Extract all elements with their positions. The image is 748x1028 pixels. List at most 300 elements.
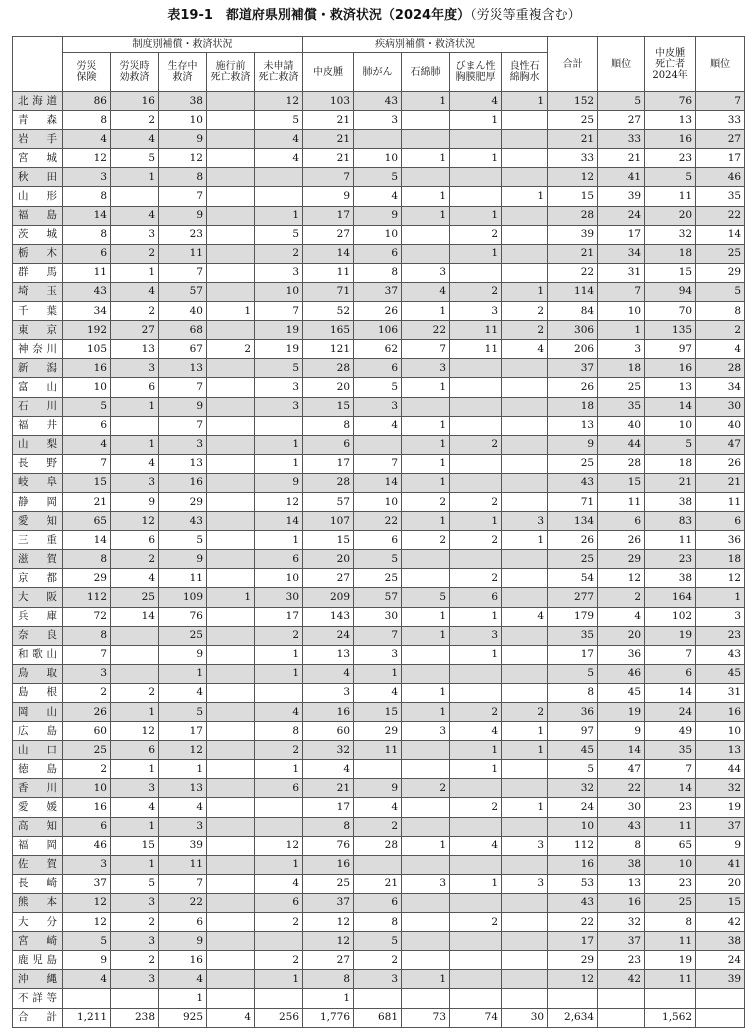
value-cell [402,817,450,836]
value-cell: 25 [645,893,696,912]
value-cell: 4 [502,607,548,626]
value-cell [502,454,548,473]
value-cell: 107 [303,512,354,531]
prefecture-cell: 新 潟 [13,359,63,378]
value-cell [402,913,450,932]
header-label: 生存中 [167,61,198,72]
table-row [13,263,745,282]
value-cell [450,263,502,282]
value-cell: 34 [63,302,111,321]
value-cell: 5 [63,397,111,416]
value-cell: 9 [159,397,207,416]
value-cell: 3 [354,397,402,416]
value-cell: 15 [111,836,159,855]
header-label: 胸膜肥厚 [455,72,496,83]
value-cell [450,893,502,912]
value-cell: 277 [548,588,598,607]
value-cell: 3 [111,932,159,951]
value-cell: 2 [111,683,159,702]
value-cell: 8 [63,187,111,206]
value-cell: 21 [548,244,598,263]
value-cell: 36 [696,531,745,550]
value-cell [207,798,255,817]
value-cell [354,989,402,1008]
prefecture-cell: 青 森 [13,111,63,130]
value-cell [502,893,548,912]
value-cell: 36 [598,645,645,664]
value-cell: 2 [111,951,159,970]
prefecture-cell: 埼 玉 [13,282,63,301]
prefecture-cell: 石 川 [13,397,63,416]
value-cell [111,416,159,435]
value-cell: 29 [598,550,645,569]
value-cell [502,263,548,282]
value-cell: 29 [548,951,598,970]
value-cell [207,550,255,569]
value-cell: 52 [303,302,354,321]
value-cell: 57 [354,588,402,607]
value-cell: 26 [354,302,402,321]
value-cell: 5 [548,664,598,683]
value-cell: 4 [303,760,354,779]
value-cell [502,951,548,970]
value-cell: 134 [548,512,598,531]
value-cell: 23 [159,225,207,244]
value-cell: 17 [598,225,645,244]
table-row [13,664,745,683]
value-cell [207,111,255,130]
value-cell: 164 [645,588,696,607]
value-cell [502,416,548,435]
value-cell: 8 [63,111,111,130]
value-cell: 1 [111,760,159,779]
value-cell: 1 [502,741,548,760]
value-cell: 1 [402,454,450,473]
value-cell: 9 [548,435,598,454]
prefecture-cell: 佐 賀 [13,855,63,874]
table-row [13,970,745,989]
table-row [13,225,745,244]
value-cell: 23 [645,550,696,569]
table-row [13,645,745,664]
table-row [13,416,745,435]
value-cell [207,92,255,111]
value-cell: 4 [111,569,159,588]
value-cell: 6 [354,359,402,378]
value-cell [207,913,255,932]
value-cell [450,683,502,702]
value-cell: 40 [159,302,207,321]
value-cell: 84 [548,302,598,321]
value-cell [402,244,450,263]
value-cell: 13 [159,454,207,473]
value-cell: 5 [255,359,303,378]
prefecture-cell: 千 葉 [13,302,63,321]
value-cell: 6 [303,435,354,454]
value-cell: 37 [696,817,745,836]
value-cell: 9 [159,645,207,664]
value-cell: 11 [598,492,645,511]
value-cell: 29 [696,263,745,282]
value-cell [354,760,402,779]
value-cell: 7 [645,645,696,664]
value-cell: 8 [303,416,354,435]
value-cell: 5 [354,168,402,187]
table-body [13,92,745,1028]
value-cell: 3 [159,817,207,836]
value-cell: 2 [450,703,502,722]
value-cell: 4 [255,149,303,168]
value-cell [255,683,303,702]
value-cell: 165 [303,321,354,340]
value-cell [207,512,255,531]
value-cell: 19 [598,703,645,722]
value-cell [207,779,255,798]
prefecture-cell: 鳥 取 [13,664,63,683]
value-cell: 2 [354,951,402,970]
value-cell: 1 [450,741,502,760]
value-cell [502,397,548,416]
value-cell [207,206,255,225]
value-cell: 1 [502,187,548,206]
table-row [13,244,745,263]
value-cell [450,359,502,378]
value-cell: 1 [450,244,502,263]
value-cell [402,664,450,683]
value-cell: 15 [548,187,598,206]
value-cell: 12 [255,836,303,855]
value-cell: 2 [111,111,159,130]
value-cell: 26 [63,703,111,722]
value-cell: 13 [159,359,207,378]
prefecture-cell: 愛 知 [13,512,63,531]
value-cell: 11 [63,263,111,282]
value-cell: 2 [450,282,502,301]
value-cell: 3 [303,683,354,702]
value-cell: 7 [696,92,745,111]
value-cell: 10 [696,722,745,741]
value-cell: 30 [598,798,645,817]
value-cell: 86 [63,92,111,111]
value-cell [207,454,255,473]
title-sub: （労災等重複含む） [470,8,581,23]
value-cell: 12 [255,492,303,511]
value-cell: 2 [450,531,502,550]
value-cell: 17 [696,149,745,168]
value-cell [63,989,111,1008]
value-cell: 1 [402,626,450,645]
value-cell: 4 [354,798,402,817]
value-cell: 13 [598,874,645,893]
value-cell: 2 [598,588,645,607]
value-cell [502,683,548,702]
table-row [13,874,745,893]
value-cell: 12 [548,168,598,187]
header-col [159,53,207,92]
value-cell [207,760,255,779]
value-cell: 7 [303,168,354,187]
value-cell: 21 [63,492,111,511]
value-cell: 11 [645,187,696,206]
value-cell [450,454,502,473]
value-cell: 2 [502,703,548,722]
header-col [303,53,354,92]
value-cell [450,130,502,149]
value-cell: 37 [598,932,645,951]
value-cell: 2 [255,244,303,263]
value-cell [696,1008,745,1027]
value-cell [645,989,696,1008]
value-cell: 28 [303,359,354,378]
value-cell: 4 [63,130,111,149]
value-cell: 4 [255,130,303,149]
table-row [13,607,745,626]
table-row [13,492,745,511]
table-row [13,92,745,111]
header-label: 良性石 [509,61,540,72]
value-cell: 39 [696,970,745,989]
prefecture-cell: 山 梨 [13,435,63,454]
prefecture-cell: 兵 庫 [13,607,63,626]
value-cell: 70 [645,302,696,321]
prefecture-cell: 福 井 [13,416,63,435]
table-row [13,168,745,187]
value-cell: 34 [598,244,645,263]
table-row [13,149,745,168]
value-cell: 26 [548,378,598,397]
value-cell: 76 [645,92,696,111]
value-cell [255,798,303,817]
value-cell: 9 [354,206,402,225]
header-label: 石綿肺 [410,66,441,78]
value-cell: 31 [696,683,745,702]
value-cell: 38 [598,855,645,874]
value-cell: 4 [111,282,159,301]
value-cell [354,130,402,149]
header-label: 死亡救済 [210,72,251,83]
value-cell: 28 [548,206,598,225]
table-row [13,321,745,340]
value-cell: 1 [255,206,303,225]
value-cell: 3 [402,263,450,282]
value-cell: 1 [450,607,502,626]
value-cell: 14 [645,683,696,702]
value-cell: 9 [159,550,207,569]
value-cell: 1 [450,874,502,893]
value-cell [207,569,255,588]
value-cell: 27 [696,130,745,149]
table-row [13,836,745,855]
value-cell: 20 [303,378,354,397]
table-row [13,435,745,454]
value-cell [354,855,402,874]
value-cell: 25 [63,741,111,760]
value-cell: 1,776 [303,1008,354,1027]
value-cell [402,989,450,1008]
value-cell: 38 [645,569,696,588]
value-cell: 29 [159,492,207,511]
prefecture-cell: 福 岡 [13,836,63,855]
value-cell: 18 [645,454,696,473]
value-cell: 256 [255,1008,303,1027]
table-row [13,340,745,359]
value-cell: 3 [111,779,159,798]
value-cell: 33 [696,111,745,130]
value-cell: 25 [354,569,402,588]
value-cell: 46 [696,168,745,187]
value-cell [450,473,502,492]
value-cell: 3 [255,378,303,397]
value-cell: 3 [255,263,303,282]
prefecture-cell: 広 島 [13,722,63,741]
value-cell: 16 [303,703,354,722]
prefecture-cell: 高 知 [13,817,63,836]
value-cell: 1 [450,760,502,779]
value-cell: 12 [255,92,303,111]
value-cell: 37 [354,282,402,301]
value-cell: 1 [502,722,548,741]
value-cell: 2 [450,225,502,244]
prefecture-cell: 山 口 [13,741,63,760]
value-cell [207,970,255,989]
value-cell: 39 [548,225,598,244]
value-cell: 67 [159,340,207,359]
value-cell: 9 [111,492,159,511]
value-cell: 238 [111,1008,159,1027]
value-cell: 38 [696,932,745,951]
value-cell: 2 [207,340,255,359]
value-cell [502,550,548,569]
value-cell: 29 [63,569,111,588]
value-cell [502,569,548,588]
header-col [207,53,255,92]
header-label: 労災時 [119,61,150,72]
value-cell: 7 [255,302,303,321]
value-cell [402,645,450,664]
value-cell: 41 [598,168,645,187]
value-cell: 14 [63,531,111,550]
value-cell: 34 [696,378,745,397]
value-cell: 44 [598,435,645,454]
prefecture-cell: 群 馬 [13,263,63,282]
value-cell: 45 [548,741,598,760]
table-row [13,951,745,970]
value-cell [402,550,450,569]
value-cell: 26 [696,454,745,473]
value-cell [502,435,548,454]
value-cell [354,435,402,454]
value-cell: 1 [303,989,354,1008]
value-cell: 1 [450,111,502,130]
value-cell: 23 [645,798,696,817]
group-header-system: 制度別補償・救済状況 [63,37,303,53]
value-cell: 3 [402,722,450,741]
value-cell: 112 [63,588,111,607]
value-cell: 6 [255,550,303,569]
value-cell: 21 [548,130,598,149]
value-cell [450,168,502,187]
value-cell [255,817,303,836]
value-cell: 4 [450,92,502,111]
table-row [13,760,745,779]
value-cell: 8 [303,970,354,989]
value-cell: 40 [696,416,745,435]
value-cell: 8 [598,836,645,855]
value-cell: 1 [111,168,159,187]
header-label: 労災 [76,61,97,72]
prefecture-cell: 岩 手 [13,130,63,149]
value-cell: 22 [598,779,645,798]
value-cell: 1 [502,798,548,817]
value-cell [402,168,450,187]
table-row [13,855,745,874]
value-cell: 1 [159,664,207,683]
value-cell: 152 [548,92,598,111]
prefecture-cell: 沖 縄 [13,970,63,989]
value-cell: 14 [255,512,303,531]
value-cell: 10 [159,111,207,130]
value-cell [450,817,502,836]
value-cell: 2 [354,817,402,836]
header-label: 死亡者 [655,58,686,70]
value-cell: 8 [159,168,207,187]
value-cell: 3 [502,836,548,855]
value-cell: 49 [645,722,696,741]
value-cell [502,111,548,130]
value-cell: 2 [255,741,303,760]
value-cell: 5 [63,932,111,951]
value-cell: 3 [111,970,159,989]
value-cell: 21 [303,130,354,149]
value-cell: 9 [159,206,207,225]
value-cell [402,397,450,416]
value-cell [207,473,255,492]
value-cell: 1 [159,989,207,1008]
value-cell: 17 [548,645,598,664]
value-cell: 3 [402,359,450,378]
prefecture-cell: 熊 本 [13,893,63,912]
table-row [13,206,745,225]
value-cell: 4 [111,206,159,225]
value-cell: 3 [354,645,402,664]
header-prefecture [13,37,63,92]
value-cell [207,244,255,263]
value-cell: 25 [159,626,207,645]
group-header-disease: 疾病別補償・救済状況 [303,37,548,53]
value-cell: 43 [696,645,745,664]
value-cell [207,492,255,511]
value-cell: 20 [696,874,745,893]
value-cell: 1,211 [63,1008,111,1027]
value-cell: 5 [159,531,207,550]
value-cell: 2 [111,244,159,263]
value-cell: 4 [354,683,402,702]
value-cell: 6 [111,741,159,760]
value-cell [502,378,548,397]
value-cell: 4 [502,340,548,359]
total-row [13,1008,745,1027]
value-cell: 46 [63,836,111,855]
value-cell: 62 [354,340,402,359]
value-cell: 3 [111,225,159,244]
value-cell: 30 [255,588,303,607]
value-cell: 25 [548,111,598,130]
value-cell: 20 [303,550,354,569]
value-cell: 4 [63,435,111,454]
value-cell: 12 [159,741,207,760]
value-cell: 23 [598,951,645,970]
value-cell: 54 [548,569,598,588]
